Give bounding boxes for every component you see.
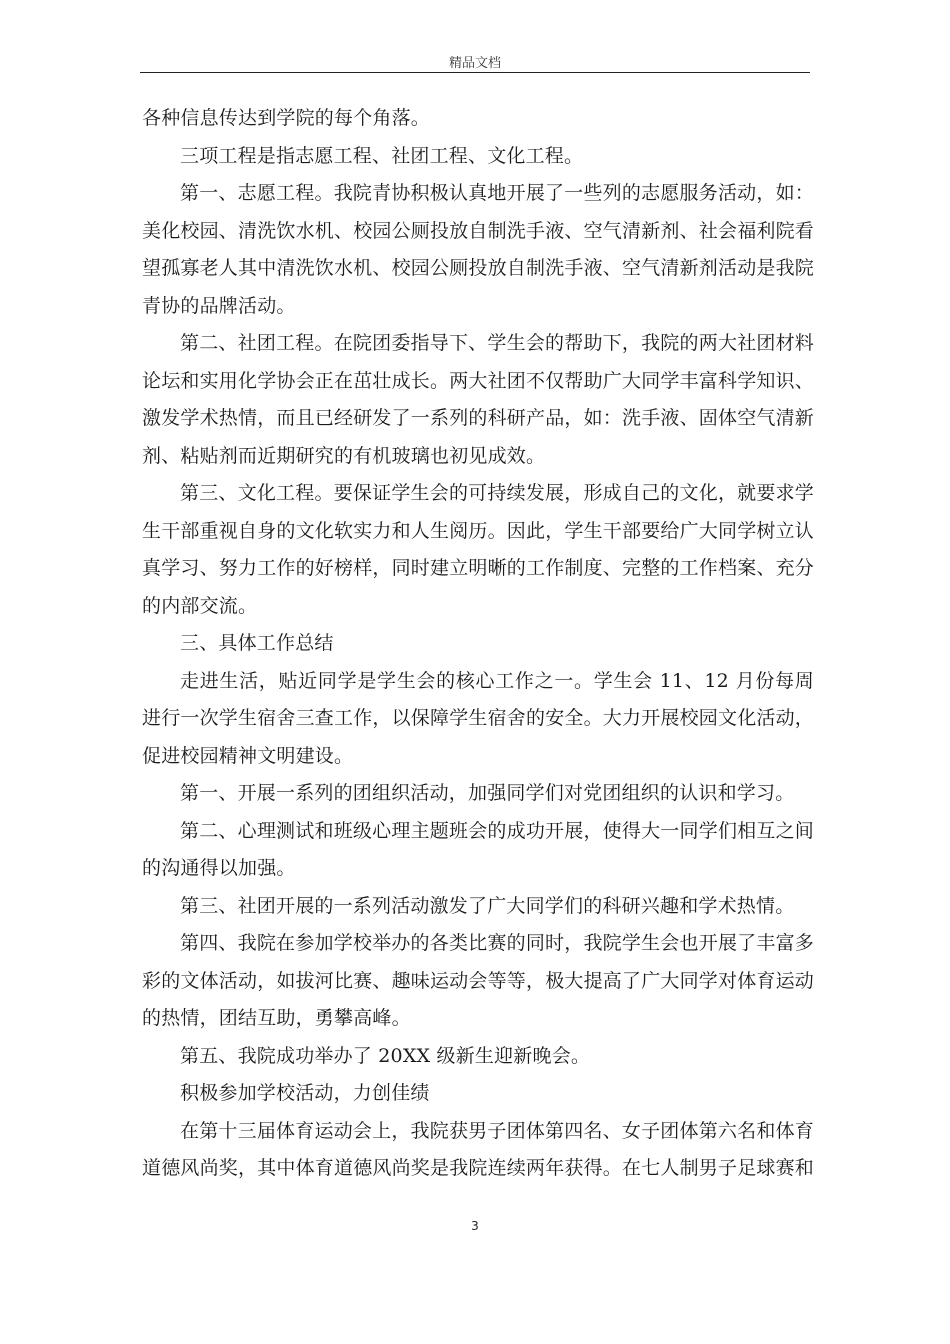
paragraph: 第二、社团工程。在院团委指导下、学生会的帮助下，我院的两大社团材料论坛和实用化学协会正在茁壮成长。两大社团不仅帮助广大同学丰富科学知识、激发学术热情，而且已经研发了一系列的科研产品，如：洗手液、固体空气清新剂、粘贴剂而近期研究的有机玻璃也初见成效。: [142, 332, 815, 467]
paragraph: 第五、我院成功举办了 20XX 级新生迎新晚会。: [180, 1044, 591, 1067]
paragraph: 第一、志愿工程。我院青协积极认真地开展了一些列的志愿服务活动，如：美化校园、清洗饮水机、校园公厕投放自制洗手液、空气清新剂、社会福利院看望孤寡老人其中清洗饮水机、校园公厕投放自制洗手液、空气清新剂活动是我院青协的品牌活动。: [142, 182, 815, 317]
paragraph: 第三、文化工程。要保证学生会的可持续发展，形成自己的文化，就要求学生干部重视自身的文化软实力和人生阅历。因此，学生干部要给广大同学树立认真学习、努力工作的好榜样，同时建立明晰的工作制度、完整的工作档案、充分的内部交流。: [142, 482, 815, 617]
header-divider: [140, 72, 810, 73]
paragraph: 走进生活，贴近同学是学生会的核心工作之一。学生会 11、12 月份每周进行一次学生宿舍三查工作，以保障学生宿舍的安全。大力开展校园文化活动，促进校园精神文明建设。: [142, 669, 815, 767]
paragraph: 三项工程是指志愿工程、社团工程、文化工程。: [180, 144, 584, 167]
section-heading: 三、具体工作总结: [180, 632, 334, 654]
paragraph: 第三、社团开展的一系列活动激发了广大同学们的科研兴趣和学术热情。: [180, 894, 795, 917]
paragraph: 第四、我院在参加学校举办的各类比赛的同时，我院学生会也开展了丰富多彩的文体活动，如拔河比赛、趣味运动会等等，极大提高了广大同学对体育运动的热情，团结互助，勇攀高峰。: [142, 932, 815, 1029]
document-body: [142, 100, 814, 1188]
paragraph: 第一、开展一系列的团组织活动，加强同学们对党团组织的认识和学习。: [180, 782, 795, 804]
section-heading: 积极参加学校活动，力创佳绩: [180, 1082, 430, 1104]
paragraph: 在第十三届体育运动会上，我院获男子团体第四名、女子团体第六名和体育道德风尚奖，其中体育道德风尚奖是我院连续两年获得。在七人制男子足球赛和: [142, 1119, 815, 1179]
page-header-title: 精品文档: [448, 56, 501, 71]
page-number: 3: [471, 1219, 479, 1233]
paragraph: 各种信息传达到学院的每个角落。: [142, 107, 431, 129]
paragraph: 第二、心理测试和班级心理主题班会的成功开展，使得大一同学们相互之间的沟通得以加强。: [142, 819, 814, 879]
